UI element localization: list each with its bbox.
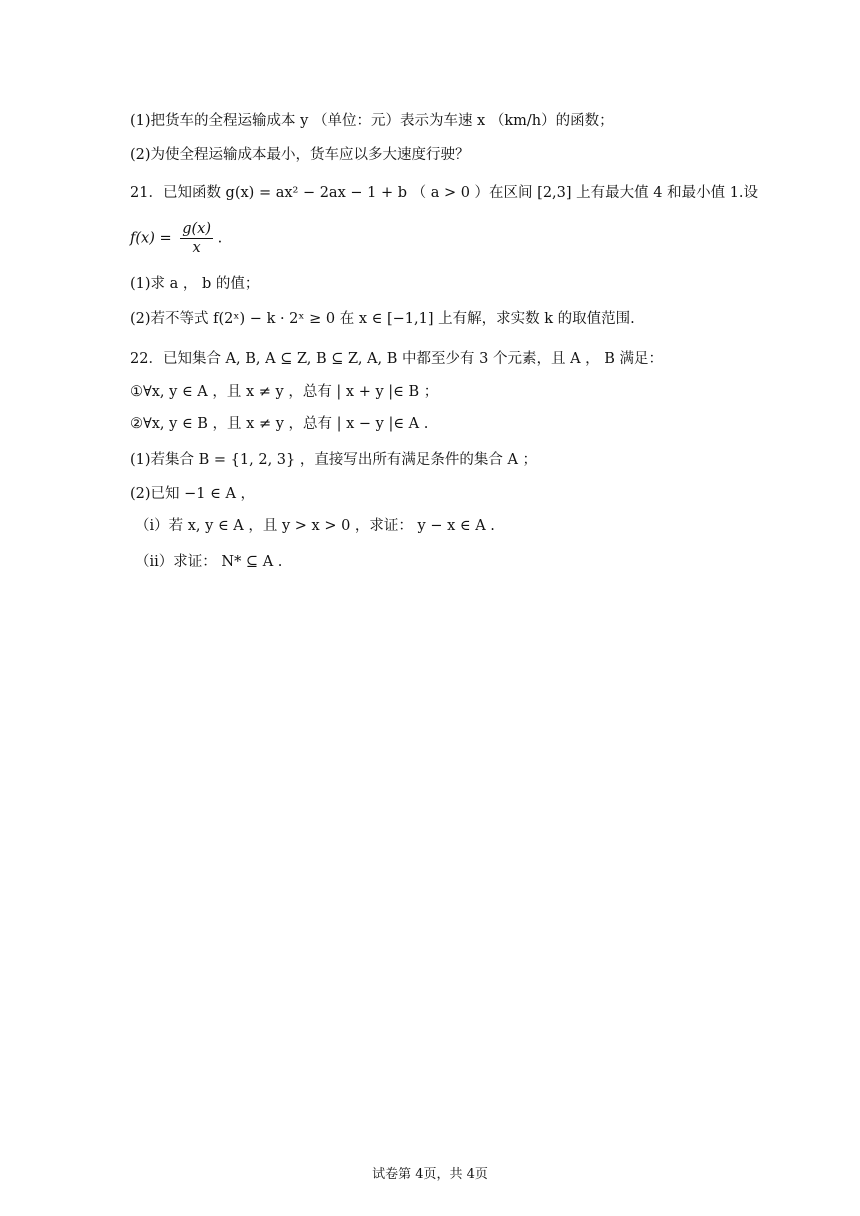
question-22-condition-1: ①∀x, y ∈ A ，且 x ≠ y ，总有 | x + y |∈ B ；	[130, 384, 439, 400]
fraction	[180, 220, 213, 257]
fraction-period: .	[217, 230, 223, 247]
question-22-part-2-i: （ⅰ）若 x, y ∈ A ，且 y > x > 0 ，求证： y − x ∈ A .	[135, 518, 495, 534]
fraction-label: f(x) =	[130, 230, 172, 247]
fraction-denominator: x	[192, 240, 201, 256]
question-22-part-2: (2)已知 −1 ∈ A ，	[130, 486, 256, 502]
question-21-part-1: (1)求 a ， b 的值；	[130, 276, 260, 292]
question-22-condition-2: ②∀x, y ∈ B ，且 x ≠ y ，总有 | x − y |∈ A .	[130, 416, 429, 432]
question-21-definition	[130, 220, 222, 257]
fraction-numerator: g(x)	[182, 221, 212, 237]
question-22-part-1: (1)若集合 B = {1, 2, 3} ，直接写出所有满足条件的集合 A ；	[130, 452, 538, 468]
question-22-stem: 22．已知集合 A, B, A ⊆ Z, B ⊆ Z, A, B 中都至少有 3 个元素，且 A ， B 满足：	[130, 351, 664, 367]
page-footer: 试卷第 4页，共 4页	[372, 1167, 488, 1182]
question-21-stem: 21．已知函数 g(x) = ax² − 2ax − 1 + b （ a > 0 ）在区间 [2,3] 上有最大值 4 和最小值 1.设	[130, 185, 759, 201]
question-22-part-2-ii: （ⅱ）求证： N* ⊆ A .	[135, 554, 283, 570]
question-20-part-1: (1)把货车的全程运输成本 y （单位：元）表示为车速 x （km/h）的函数；	[130, 113, 614, 129]
question-21-part-2: (2)若不等式 f(2ˣ) − k · 2ˣ ≥ 0 在 x ∈ [−1,1] 上有解，求实数 k 的取值范围.	[130, 311, 635, 327]
question-20-part-2: (2)为使全程运输成本最小，货车应以多大速度行驶？	[130, 147, 470, 163]
